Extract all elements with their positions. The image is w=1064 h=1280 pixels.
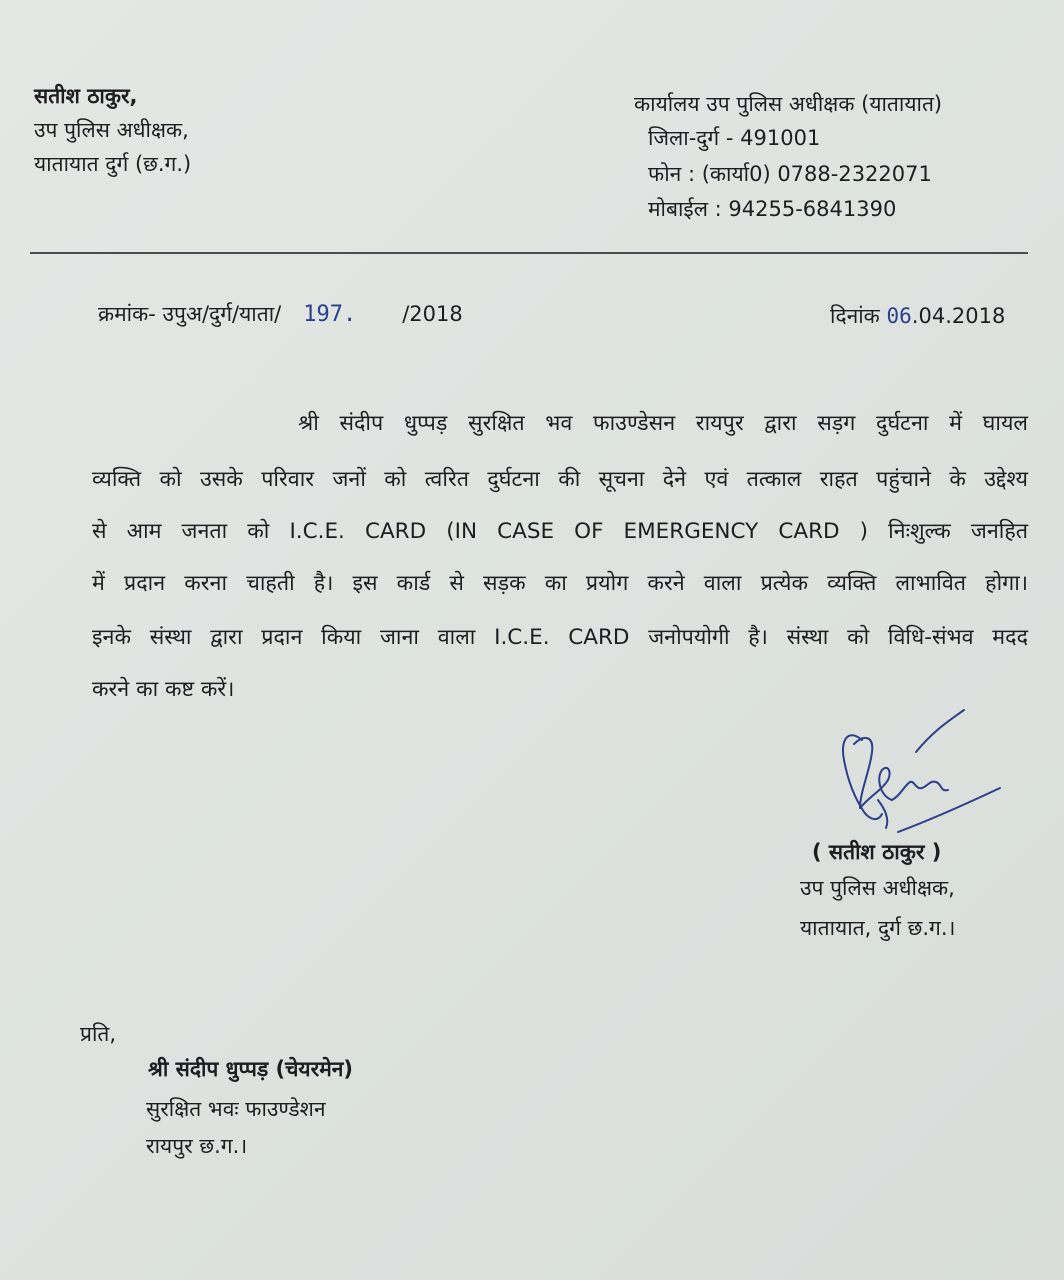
- sender-designation: उप पुलिस अधीक्षक,: [34, 118, 189, 142]
- reference-handwritten-number: 197.: [303, 302, 357, 327]
- recipient-name: श्री संदीप धुप्पड़ (चेयरमेन): [148, 1057, 354, 1081]
- recipient-city: रायपुर छ.ग.।: [146, 1134, 248, 1158]
- body-line-2: व्यक्ति को उसके परिवार जनों को त्वरित दुर्घटना की सूचना देने एवं तत्काल राहत पहुंचाने के उद्देश्य: [92, 467, 1028, 492]
- body-line-1: श्री संदीप धुप्पड़ सुरक्षित भव फाउण्डेसन रायपुर द्वारा सड़ग दुर्घटना में घायल: [298, 411, 1028, 436]
- reference-prefix: क्रमांक- उपुअ/दुर्ग/याता/: [98, 302, 282, 326]
- date-label: दिनांक: [830, 304, 880, 328]
- signatory-designation: उप पुलिस अधीक्षक,: [800, 876, 955, 900]
- body-line-4: में प्रदान करना चाहती है। इस कार्ड से सड़क का प्रयोग करने वाला प्रत्येक व्यक्ति लाभावित होगा।: [92, 571, 1028, 596]
- reference-year: /2018: [402, 302, 463, 326]
- date-handwritten-day: 06: [886, 304, 912, 328]
- sender-location: यातायात दुर्ग (छ.ग.): [34, 152, 192, 176]
- date-month-year: .04.2018: [911, 304, 1006, 328]
- office-title: कार्यालय उप पुलिस अधीक्षक (यातायात): [634, 92, 943, 116]
- reference-number: [98, 300, 463, 328]
- letter-date: [830, 302, 1005, 330]
- body-line-3: से आम जनता को I.C.E. CARD (IN CASE OF EMERGENCY CARD ) निःशुल्क जनहित: [92, 519, 1028, 544]
- signatory-location: यातायात, दुर्ग छ.ग.।: [800, 916, 956, 940]
- sender-name: सतीश ठाकुर,: [34, 84, 138, 108]
- office-phone: फोन : (कार्या0) 0788-2322071: [648, 162, 932, 186]
- handwritten-signature: [830, 700, 1010, 860]
- signatory-name: ( सतीश ठाकुर ): [812, 840, 942, 864]
- office-mobile: मोबाईल : 94255-6841390: [648, 197, 897, 221]
- header-divider: [30, 252, 1028, 254]
- recipient-organization: सुरक्षित भवः फाउण्डेशन: [146, 1097, 326, 1121]
- office-district: जिला-दुर्ग - 491001: [648, 126, 821, 150]
- recipient-label: प्रति,: [80, 1022, 117, 1046]
- body-line-6: करने का कष्ट करें।: [92, 677, 235, 702]
- body-line-5: इनके संस्था द्वारा प्रदान किया जाना वाला I.C.E. CARD जनोपयोगी है। संस्था को विधि-संभव मदद: [92, 625, 1028, 650]
